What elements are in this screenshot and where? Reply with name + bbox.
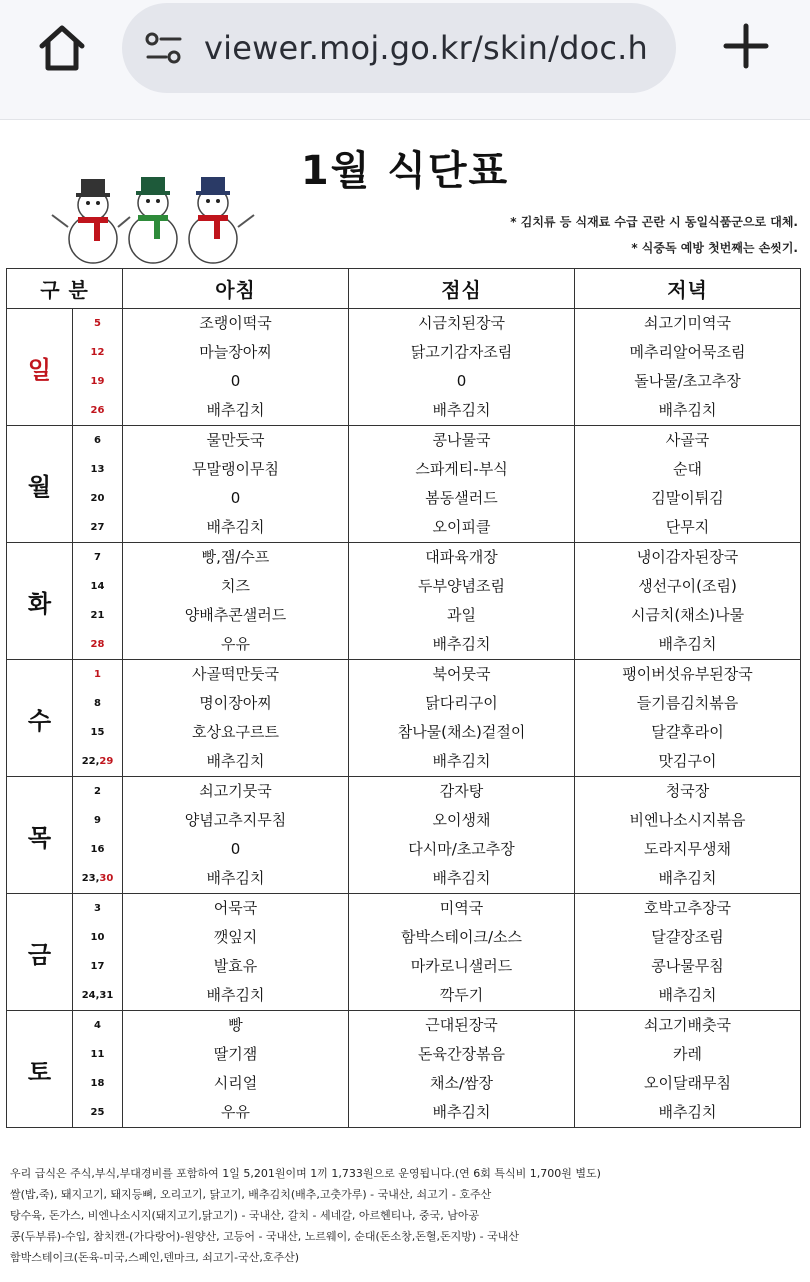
lunch-cell bbox=[349, 426, 575, 543]
dates-cell bbox=[73, 543, 123, 660]
menu-item: 깍두기 bbox=[439, 986, 484, 1004]
menu-item: 쇠고기배춧국 bbox=[644, 1016, 731, 1034]
menu-item: 양배추콘샐러드 bbox=[184, 606, 287, 624]
date-number: 15 bbox=[90, 727, 105, 738]
menu-item: 돈육간장볶음 bbox=[418, 1045, 505, 1063]
table-row bbox=[7, 894, 801, 1011]
menu-item: 딸기잼 bbox=[213, 1045, 258, 1063]
table-row bbox=[7, 1011, 801, 1128]
dates-cell bbox=[73, 426, 123, 543]
menu-item: 시리얼 bbox=[213, 1074, 258, 1092]
date-number: 26 bbox=[90, 405, 105, 416]
menu-item: 0 bbox=[230, 840, 241, 858]
menu-item: 북어뭇국 bbox=[432, 665, 491, 683]
lunch-cell bbox=[349, 777, 575, 894]
menu-item: 팽이버섯유부된장국 bbox=[622, 665, 753, 683]
menu-item: 마카로니샐러드 bbox=[410, 957, 513, 975]
day-label: 화 bbox=[7, 543, 73, 660]
menu-item: 0 bbox=[456, 372, 467, 390]
date-number: 23, bbox=[81, 873, 100, 884]
date-number: 27 bbox=[90, 522, 105, 533]
url-text[interactable]: viewer.moj.go.kr/skin/doc.h bbox=[204, 29, 649, 67]
menu-item: 배추김치 bbox=[658, 401, 717, 419]
date-line bbox=[73, 543, 122, 572]
page-title: 1월 식단표 bbox=[300, 148, 510, 194]
breakfast-cell bbox=[123, 543, 349, 660]
menu-item: 채소/쌈장 bbox=[430, 1074, 494, 1092]
date-line bbox=[73, 777, 122, 806]
home-button[interactable] bbox=[30, 20, 94, 76]
footer-line: 탕수육, 돈가스, 비엔나소시지(돼지고기,닭고기) - 국내산, 갈치 - 세네갈, 아르헨티나, 중국, 남아공 bbox=[10, 1209, 480, 1222]
date-line bbox=[73, 1040, 122, 1069]
dinner-cell bbox=[575, 309, 801, 426]
menu-item: 시금치된장국 bbox=[418, 314, 505, 332]
menu-item: 명이장아찌 bbox=[199, 694, 272, 712]
menu-item: 근대된장국 bbox=[425, 1016, 498, 1034]
menu-item: 맛김구이 bbox=[658, 752, 717, 770]
menu-item: 배추김치 bbox=[432, 635, 491, 653]
table-row bbox=[7, 660, 801, 777]
date-line bbox=[73, 601, 122, 630]
date-line bbox=[73, 1098, 122, 1127]
date-number: 12 bbox=[90, 347, 105, 358]
menu-item: 다시마/초고추장 bbox=[408, 840, 515, 858]
menu-item: 배추김치 bbox=[432, 752, 491, 770]
table-row bbox=[7, 543, 801, 660]
menu-item: 빵 bbox=[228, 1016, 243, 1034]
breakfast-cell bbox=[123, 894, 349, 1011]
menu-item: 깻잎지 bbox=[213, 928, 258, 946]
menu-item: 닭고기감자조림 bbox=[410, 343, 513, 361]
dates-cell bbox=[73, 309, 123, 426]
home-icon bbox=[30, 20, 94, 76]
menu-item: 오이피클 bbox=[432, 518, 491, 536]
menu-item: 배추김치 bbox=[432, 401, 491, 419]
day-label: 금 bbox=[7, 894, 73, 1011]
lunch-cell bbox=[349, 543, 575, 660]
menu-item: 오이생채 bbox=[432, 811, 491, 829]
breakfast-cell bbox=[123, 426, 349, 543]
date-number: 18 bbox=[90, 1078, 105, 1089]
date-line bbox=[73, 630, 122, 659]
date-number: 1 bbox=[94, 669, 101, 680]
date-line bbox=[73, 689, 122, 718]
date-number: 6 bbox=[94, 435, 101, 446]
menu-item: 배추김치 bbox=[432, 869, 491, 887]
table-row bbox=[7, 309, 801, 426]
breakfast-cell bbox=[123, 777, 349, 894]
date-number: 25 bbox=[90, 1107, 105, 1118]
menu-item: 감자탕 bbox=[439, 782, 484, 800]
menu-item: 달걀후라이 bbox=[651, 723, 724, 741]
menu-item: 비엔나소시지볶음 bbox=[629, 811, 746, 829]
date-line bbox=[73, 718, 122, 747]
new-tab-button[interactable] bbox=[714, 14, 778, 78]
menu-item: 배추김치 bbox=[658, 986, 717, 1004]
footer-line: 쌀(밥,죽), 돼지고기, 돼지등뼈, 오리고기, 닭고기, 배추김치(배추,고춧가루) - 국내산, 쇠고기 - 호주산 bbox=[10, 1188, 492, 1201]
day-label: 일 bbox=[7, 309, 73, 426]
date-line bbox=[73, 572, 122, 601]
menu-item: 배추김치 bbox=[658, 1103, 717, 1121]
date-line bbox=[73, 660, 122, 689]
date-line bbox=[73, 455, 122, 484]
date-line bbox=[73, 981, 122, 1010]
menu-item: 두부양념조림 bbox=[418, 577, 505, 595]
menu-item: 발효유 bbox=[213, 957, 258, 975]
footer-line: 콩(두부류)-수입, 참치캔-(가다랑어)-원양산, 고등어 - 국내산, 노르웨이, 순대(돈소창,돈혈,돈지방) - 국내산 bbox=[10, 1230, 519, 1243]
menu-item: 어묵국 bbox=[213, 899, 258, 917]
menu-item: 우유 bbox=[221, 1103, 250, 1121]
lunch-cell bbox=[349, 309, 575, 426]
document-page bbox=[0, 121, 810, 1282]
menu-item: 사골떡만둣국 bbox=[192, 665, 279, 683]
menu-item: 청국장 bbox=[665, 782, 710, 800]
date-number: 2 bbox=[94, 786, 101, 797]
date-line bbox=[73, 1011, 122, 1040]
menu-item: 배추김치 bbox=[206, 986, 265, 1004]
date-number: 11 bbox=[90, 1049, 105, 1060]
menu-item: 배추김치 bbox=[432, 1103, 491, 1121]
dinner-cell bbox=[575, 543, 801, 660]
date-number: 3 bbox=[94, 903, 101, 914]
menu-item: 닭다리구이 bbox=[425, 694, 498, 712]
menu-item: 치즈 bbox=[221, 577, 250, 595]
dinner-cell bbox=[575, 1011, 801, 1128]
date-number: 21 bbox=[90, 610, 105, 621]
menu-item: 시금치(채소)나물 bbox=[630, 606, 745, 624]
menu-item: 들기름김치볶음 bbox=[636, 694, 739, 712]
date-number: 16 bbox=[90, 844, 105, 855]
breakfast-cell bbox=[123, 309, 349, 426]
date-line bbox=[73, 835, 122, 864]
date-number: 7 bbox=[94, 552, 101, 563]
table-header-row bbox=[7, 269, 801, 309]
footer-notes bbox=[10, 1163, 800, 1268]
menu-item: 콩나물무침 bbox=[651, 957, 724, 975]
header-lunch: 점심 bbox=[349, 269, 575, 309]
menu-item: 조랭이떡국 bbox=[199, 314, 272, 332]
menu-item: 과일 bbox=[447, 606, 476, 624]
day-label: 토 bbox=[7, 1011, 73, 1128]
dinner-cell bbox=[575, 426, 801, 543]
date-line bbox=[73, 396, 122, 425]
date-number: 5 bbox=[94, 318, 101, 329]
menu-item: 순대 bbox=[673, 460, 702, 478]
date-number: 9 bbox=[94, 815, 101, 826]
address-bar[interactable] bbox=[122, 3, 676, 93]
menu-item: 냉이감자된장국 bbox=[636, 548, 739, 566]
menu-item: 0 bbox=[230, 372, 241, 390]
date-number: 4 bbox=[94, 1020, 101, 1031]
breakfast-cell bbox=[123, 1011, 349, 1128]
header-dinner: 저녁 bbox=[575, 269, 801, 309]
menu-item: 마늘장아찌 bbox=[199, 343, 272, 361]
date-number: 14 bbox=[90, 581, 105, 592]
menu-item: 배추김치 bbox=[658, 635, 717, 653]
menu-item: 생선구이(조림) bbox=[638, 577, 737, 595]
menu-item: 빵,잼/수프 bbox=[201, 548, 270, 566]
menu-item: 봄동샐러드 bbox=[425, 489, 498, 507]
note-substitution: * 김치류 등 식재료 수급 곤란 시 동일식품군으로 대체. bbox=[510, 215, 798, 229]
lunch-cell bbox=[349, 1011, 575, 1128]
menu-item: 우유 bbox=[221, 635, 250, 653]
menu-item: 김말이튀김 bbox=[651, 489, 724, 507]
menu-item: 함박스테이크/소스 bbox=[401, 928, 522, 946]
menu-item: 쇠고기뭇국 bbox=[199, 782, 272, 800]
date-number: 24,31 bbox=[81, 990, 114, 1001]
footer-line: 우리 급식은 주식,부식,부대경비를 포함하여 1일 5,201원이며 1끼 1,733원으로 운영됩니다.(연 6회 특식비 1,700원 별도) bbox=[10, 1167, 601, 1180]
dinner-cell bbox=[575, 777, 801, 894]
menu-item: 쇠고기미역국 bbox=[644, 314, 731, 332]
header-category: 구 분 bbox=[7, 269, 123, 309]
date-line bbox=[73, 309, 122, 338]
header-breakfast: 아침 bbox=[123, 269, 349, 309]
date-number: 22, bbox=[81, 756, 100, 767]
menu-item: 배추김치 bbox=[206, 518, 265, 536]
date-number: 8 bbox=[94, 698, 101, 709]
footer-line: 함박스테이크(돈육-미국,스페인,덴마크, 쇠고기-국산,호주산) bbox=[10, 1251, 300, 1264]
date-line bbox=[73, 338, 122, 367]
meal-table bbox=[6, 268, 801, 1128]
menu-item: 배추김치 bbox=[206, 752, 265, 770]
date-line bbox=[73, 806, 122, 835]
date-line bbox=[73, 1069, 122, 1098]
menu-item: 무말랭이무침 bbox=[192, 460, 279, 478]
date-line bbox=[73, 513, 122, 542]
menu-item: 대파육개장 bbox=[425, 548, 498, 566]
date-line bbox=[73, 367, 122, 396]
table-row bbox=[7, 426, 801, 543]
menu-item: 도라지무생채 bbox=[644, 840, 731, 858]
dates-cell bbox=[73, 777, 123, 894]
menu-item: 단무지 bbox=[665, 518, 710, 536]
menu-item: 호상요구르트 bbox=[192, 723, 279, 741]
date-line bbox=[73, 747, 122, 776]
breakfast-cell bbox=[123, 660, 349, 777]
menu-item: 호박고추장국 bbox=[644, 899, 731, 917]
date-line bbox=[73, 923, 122, 952]
plus-icon bbox=[714, 14, 778, 78]
date-number: 10 bbox=[90, 932, 105, 943]
menu-item: 달걀장조림 bbox=[651, 928, 724, 946]
day-label: 수 bbox=[7, 660, 73, 777]
dates-cell bbox=[73, 660, 123, 777]
menu-item: 배추김치 bbox=[206, 401, 265, 419]
date-number: 29 bbox=[99, 756, 114, 767]
menu-item: 카레 bbox=[673, 1045, 702, 1063]
menu-item: 양념고추지무침 bbox=[184, 811, 287, 829]
tune-icon[interactable] bbox=[144, 30, 184, 66]
menu-item: 콩나물국 bbox=[432, 431, 491, 449]
day-label: 월 bbox=[7, 426, 73, 543]
browser-toolbar bbox=[0, 0, 810, 120]
menu-item: 사골국 bbox=[665, 431, 710, 449]
date-number: 17 bbox=[90, 961, 105, 972]
menu-item: 미역국 bbox=[439, 899, 484, 917]
menu-item: 배추김치 bbox=[206, 869, 265, 887]
table-row bbox=[7, 777, 801, 894]
lunch-cell bbox=[349, 894, 575, 1011]
lunch-cell bbox=[349, 660, 575, 777]
date-line bbox=[73, 426, 122, 455]
menu-item: 스파게티-부식 bbox=[415, 460, 508, 478]
day-label: 목 bbox=[7, 777, 73, 894]
dates-cell bbox=[73, 1011, 123, 1128]
menu-item: 배추김치 bbox=[658, 869, 717, 887]
date-line bbox=[73, 952, 122, 981]
date-line bbox=[73, 484, 122, 513]
date-number: 28 bbox=[90, 639, 105, 650]
menu-item: 오이달래무침 bbox=[644, 1074, 731, 1092]
menu-item: 메추리알어묵조림 bbox=[629, 343, 746, 361]
date-line bbox=[73, 894, 122, 923]
menu-item: 0 bbox=[230, 489, 241, 507]
dinner-cell bbox=[575, 660, 801, 777]
date-number: 20 bbox=[90, 493, 105, 504]
dinner-cell bbox=[575, 894, 801, 1011]
date-line bbox=[73, 864, 122, 893]
date-number: 13 bbox=[90, 464, 105, 475]
menu-item: 물만둣국 bbox=[206, 431, 265, 449]
menu-item: 참나물(채소)겉절이 bbox=[397, 723, 526, 741]
date-number: 19 bbox=[90, 376, 105, 387]
date-number: 30 bbox=[99, 873, 114, 884]
menu-item: 돌나물/초고추장 bbox=[634, 372, 741, 390]
dates-cell bbox=[73, 894, 123, 1011]
note-handwashing: * 식중독 예방 첫번째는 손씻기. bbox=[631, 241, 798, 255]
